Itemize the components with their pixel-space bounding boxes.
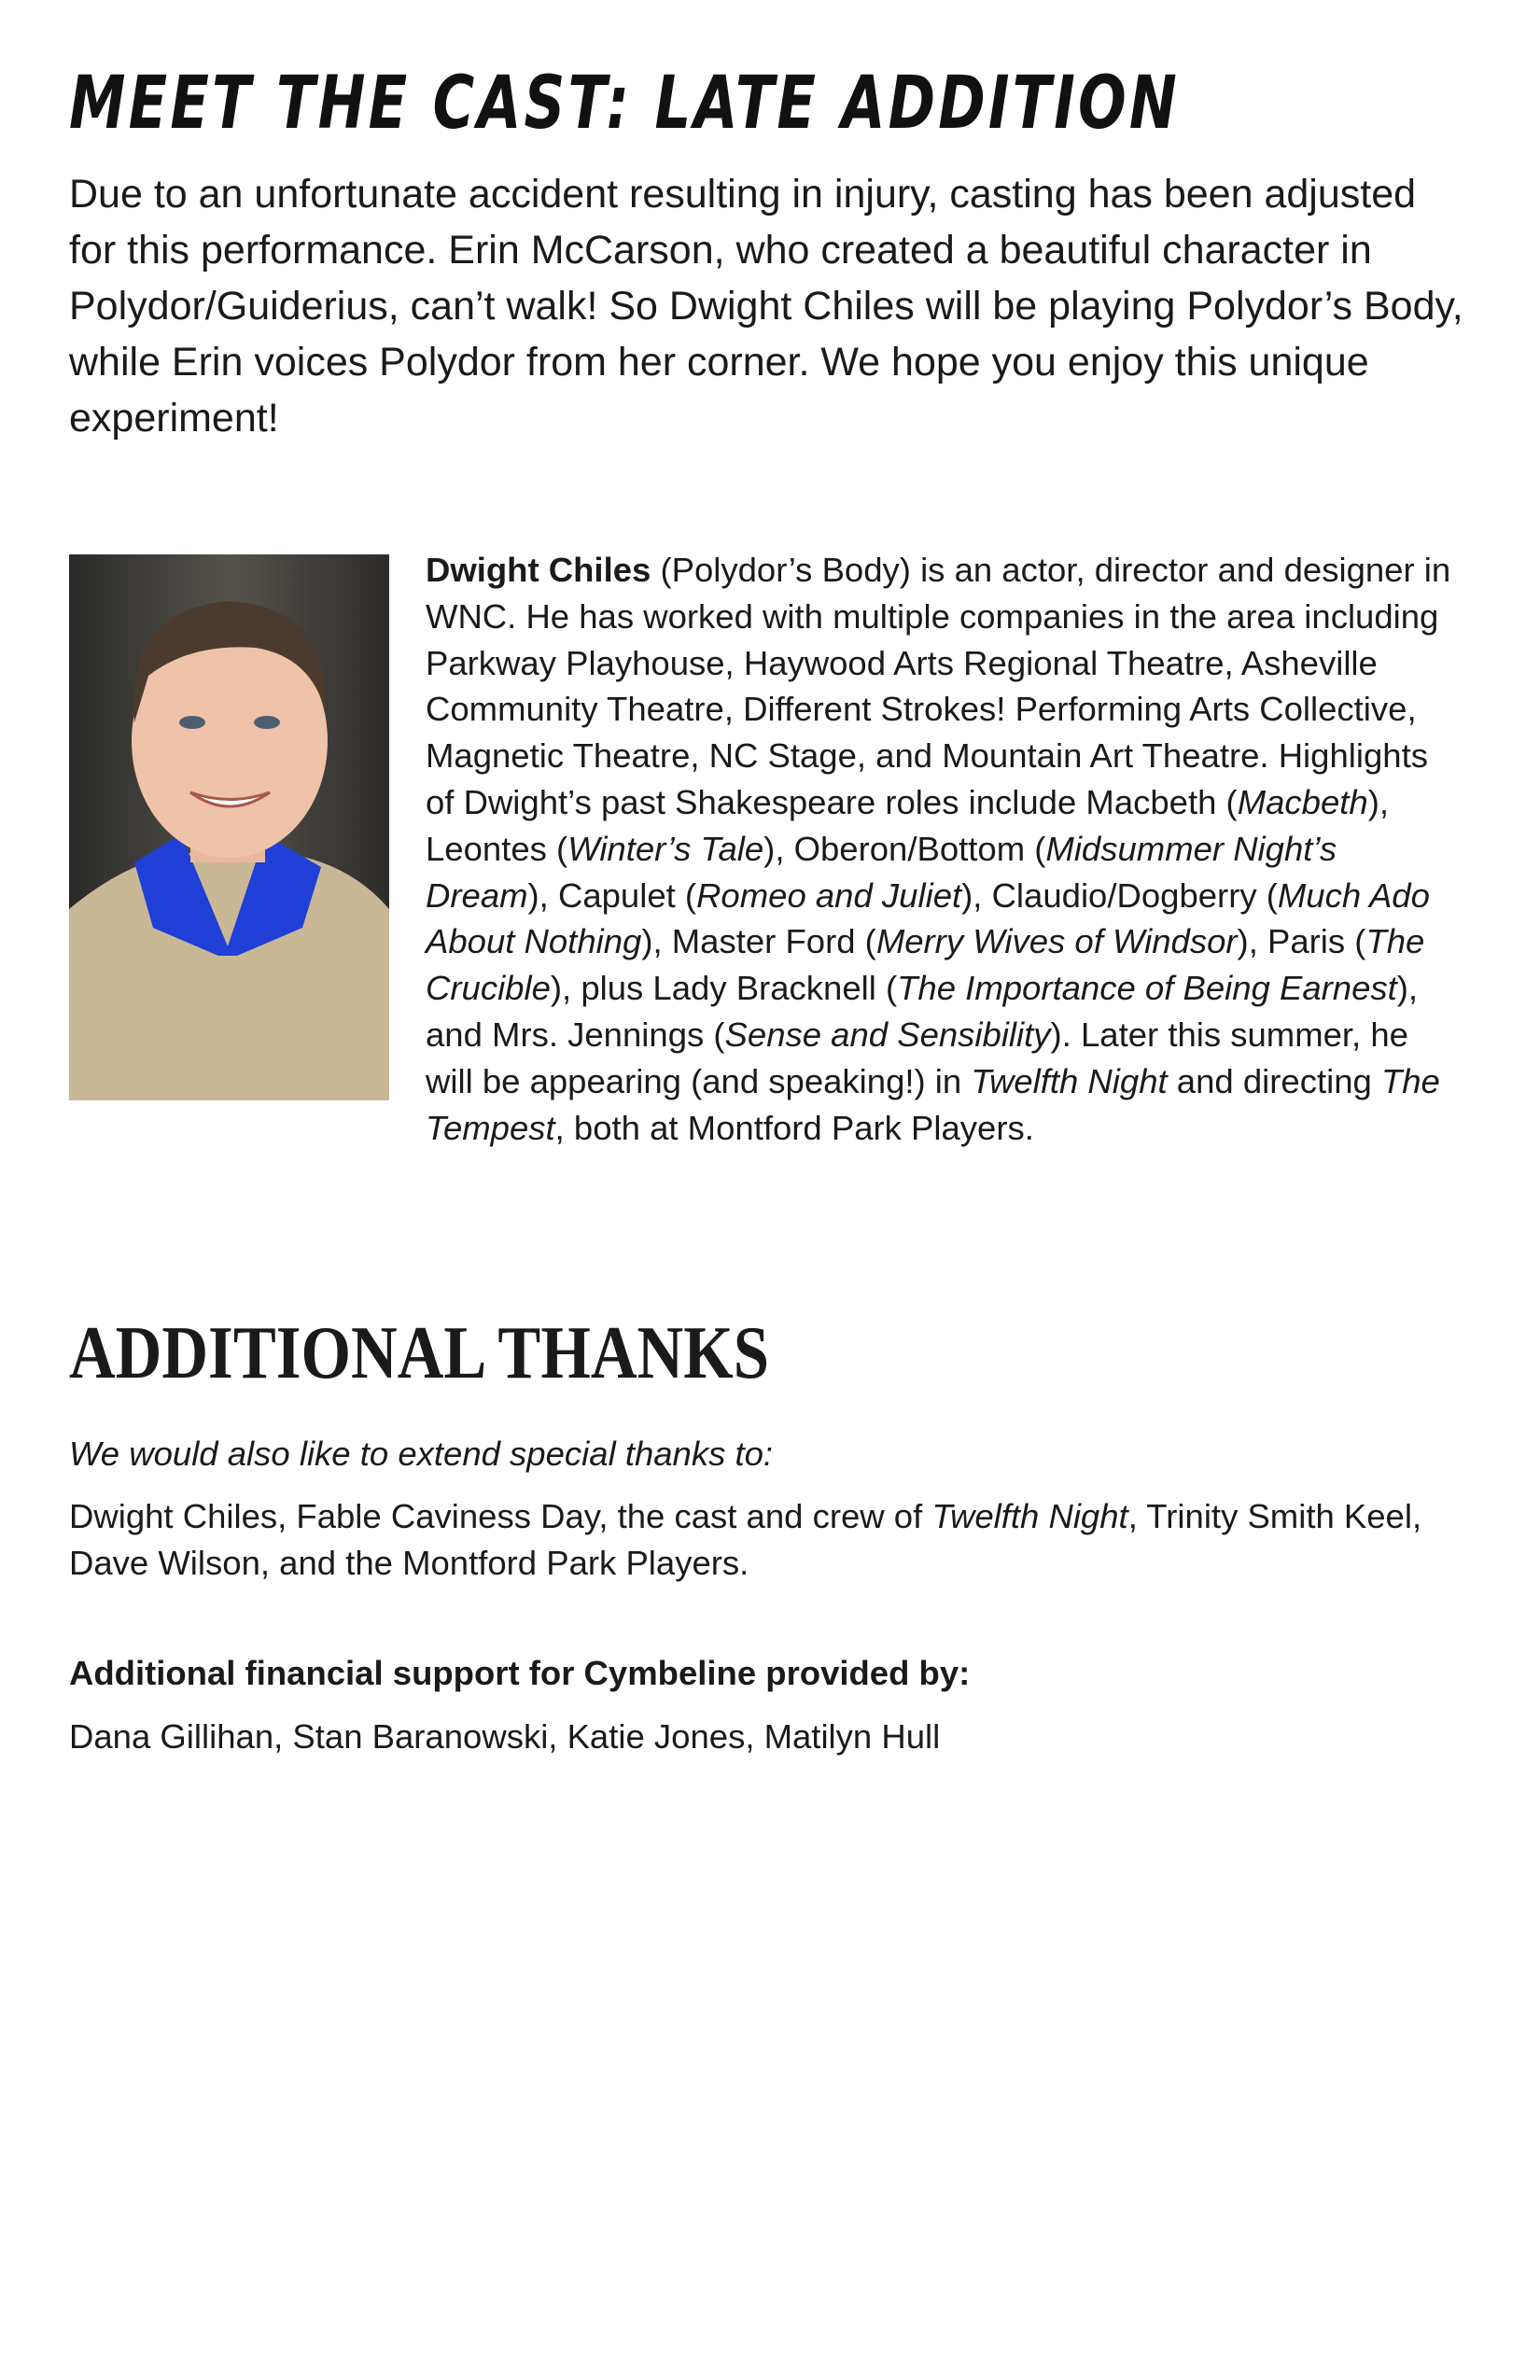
bio-text: ), and Mrs. Jennings ( — [426, 969, 1419, 1054]
bio-text: ), Paris ( — [1237, 922, 1366, 961]
intro-paragraph: Due to an unfortunate accident resulting in injury, casting has been adjusted for this performance. Erin McCarson, who created a beautiful character in Polydor/Guiderius, can’t walk! So Dwight Chiles will be playing Polydor’s Body, while Erin voices Polydor from her corner. We hope you enjoy this unique experiment! — [69, 172, 1463, 441]
bio-text: ), Claudio/Dogberry ( — [961, 875, 1278, 915]
play-title: Merry Wives of Windsor — [875, 922, 1238, 961]
bio-text: ), plus Lady Bracknell ( — [550, 969, 898, 1008]
financial-support-heading: Additional financial support for Cymbeline provided by: — [69, 1654, 971, 1692]
play-title: Much Ado About Nothing — [426, 875, 1430, 961]
bio-text: , both at Montford Park Players. — [554, 1108, 1034, 1147]
play-title: Winter’s Tale — [567, 829, 764, 868]
additional-thanks-heading: ADDITIONAL THANKS — [69, 1312, 769, 1394]
bio-text: (Polydor’s Body) is an actor, director and designer in WNC. He has worked with multiple companies in the area including Parkway Playhouse, Haywood Arts Regional Theatre, Asheville Community Theatre, Different Strokes! Performing Arts Collective, Magnetic Theatre, NC Stage, and Mountain Art Theatre. Highlights of Dwight’s past Shakespeare roles include Macbeth ( — [426, 551, 1451, 821]
play-title: The Tempest — [426, 1061, 1440, 1147]
play-title: The Crucible — [426, 922, 1425, 1008]
play-title: Sense and Sensibility — [724, 1015, 1051, 1054]
bio-text: ), Oberon/Bottom ( — [763, 829, 1046, 868]
thanks-list-title: Twelfth Night — [931, 1497, 1128, 1535]
play-title: Twelfth Night — [971, 1061, 1168, 1100]
page-title: MEET THE CAST: LATE ADDITION — [69, 62, 1180, 146]
thanks-intro: We would also like to extend special thanks to: — [69, 1435, 774, 1473]
cast-bio — [426, 547, 1462, 1151]
bio-text: ), Leontes ( — [426, 782, 1390, 868]
bio-text: ), Master Ford ( — [641, 922, 876, 961]
play-title: Midsummer Night’s Dream — [426, 829, 1337, 915]
thanks-list-text: , Trinity Smith Keel, Dave Wilson, and the Montford Park Players. — [69, 1497, 1422, 1582]
play-title: Romeo and Juliet — [696, 875, 962, 915]
cast-name: Dwight Chiles — [426, 551, 651, 589]
bio-text: and directing — [1167, 1061, 1381, 1100]
bio-text: ), Capulet ( — [527, 875, 697, 915]
thanks-list — [69, 1493, 1469, 1587]
financial-support-list: Dana Gillihan, Stan Baranowski, Katie Jones, Matilyn Hull — [69, 1717, 941, 1756]
headshot-photo — [69, 554, 389, 1100]
play-title: Macbeth — [1237, 782, 1368, 821]
play-title: The Importance of Being Earnest — [897, 969, 1397, 1008]
thanks-list-text: Dwight Chiles, Fable Caviness Day, the cast and crew of — [69, 1497, 932, 1535]
bio-text: ). Later this summer, he will be appearing (and speaking!) in — [426, 1015, 1408, 1100]
